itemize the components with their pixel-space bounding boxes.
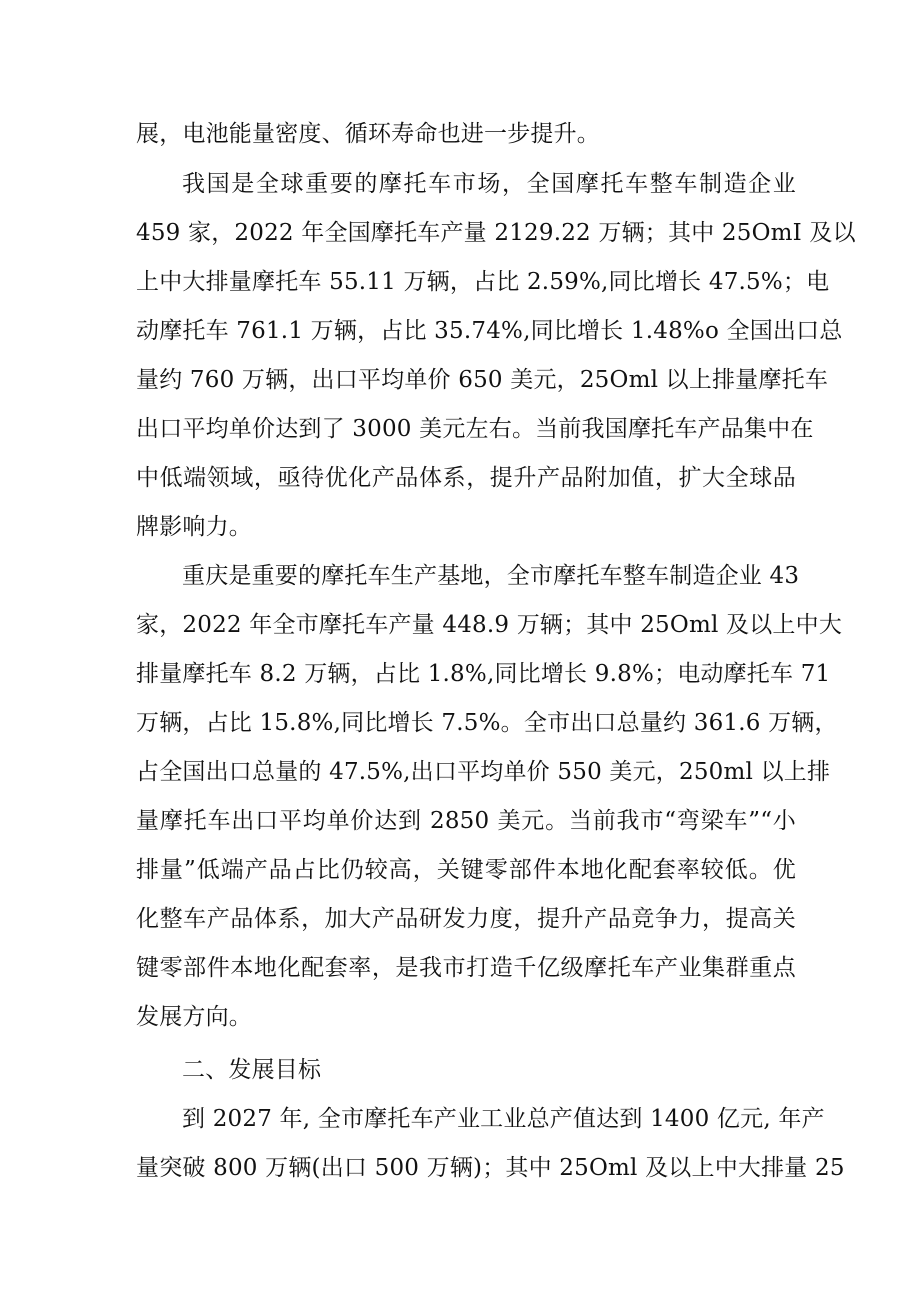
paragraph-line: 量约 760 万辆，出口平均单价 650 美元，25Oml 以上排量摩托车 [136,367,829,393]
paragraph-line: 出口平均单价达到了 3000 美元左右。当前我国摩托车产品集中在 [136,416,814,442]
paragraph-line: 排量摩托车 8.2 万辆，占比 1.8%,同比增长 9.8%；电动摩托车 71 [136,661,831,687]
paragraph-line: 动摩托车 761.1 万辆，占比 35.74%,同比增长 1.48%o 全国出口总 [136,318,843,344]
paragraph-line: 牌影响力。 [136,514,252,540]
paragraph-line: 占全国出口总量的 47.5%,出口平均单价 550 美元，250ml 以上排 [136,759,831,785]
paragraph-line: 459 家，2022 年全国摩托车产量 2129.22 万辆；其中 25OmI 及以 [136,220,856,246]
paragraph-line: 我国是全球重要的摩托车市场，全国摩托车整车制造企业 [182,171,796,197]
paragraph-line: 家，2022 年全市摩托车产量 448.9 万辆；其中 25Oml 及以上中大 [136,612,843,638]
paragraph-line: 键零部件本地化配套率，是我市打造千亿级摩托车产业集群重点 [136,955,796,981]
paragraph-line: 展，电池能量密度、循环寿命也进一步提升。 [136,121,600,147]
paragraph-line: 重庆是重要的摩托车生产基地，全市摩托车整车制造企业 43 [182,563,800,589]
paragraph-line: 排量”低端产品占比仍较高，关键零部件本地化配套率较低。优 [136,857,796,883]
paragraph-line: 化整车产品体系，加大产品研发力度，提升产品竞争力，提高关 [136,906,796,932]
paragraph-line: 到 2027 年, 全市摩托车产业工业总产值达到 1400 亿元, 年产 [182,1106,825,1132]
paragraph-line: 中低端领域，亟待优化产品体系，提升产品附加值，扩大全球品 [136,465,796,491]
paragraph-line: 万辆，占比 15.8%,同比增长 7.5%。全市出口总量约 361.6 万辆， [136,710,838,736]
paragraph-line: 量突破 800 万辆(出口 500 万辆)；其中 25Oml 及以上中大排量 25 [136,1155,845,1181]
paragraph-line: 上中大排量摩托车 55.11 万辆，占比 2.59%,同比增长 47.5%；电 [136,269,830,295]
section-heading: 二、发展目标 [182,1057,322,1083]
paragraph-line: 发展方向。 [136,1004,252,1030]
paragraph-line: 量摩托车出口平均单价达到 2850 美元。当前我市“弯梁车”“小 [136,808,796,834]
